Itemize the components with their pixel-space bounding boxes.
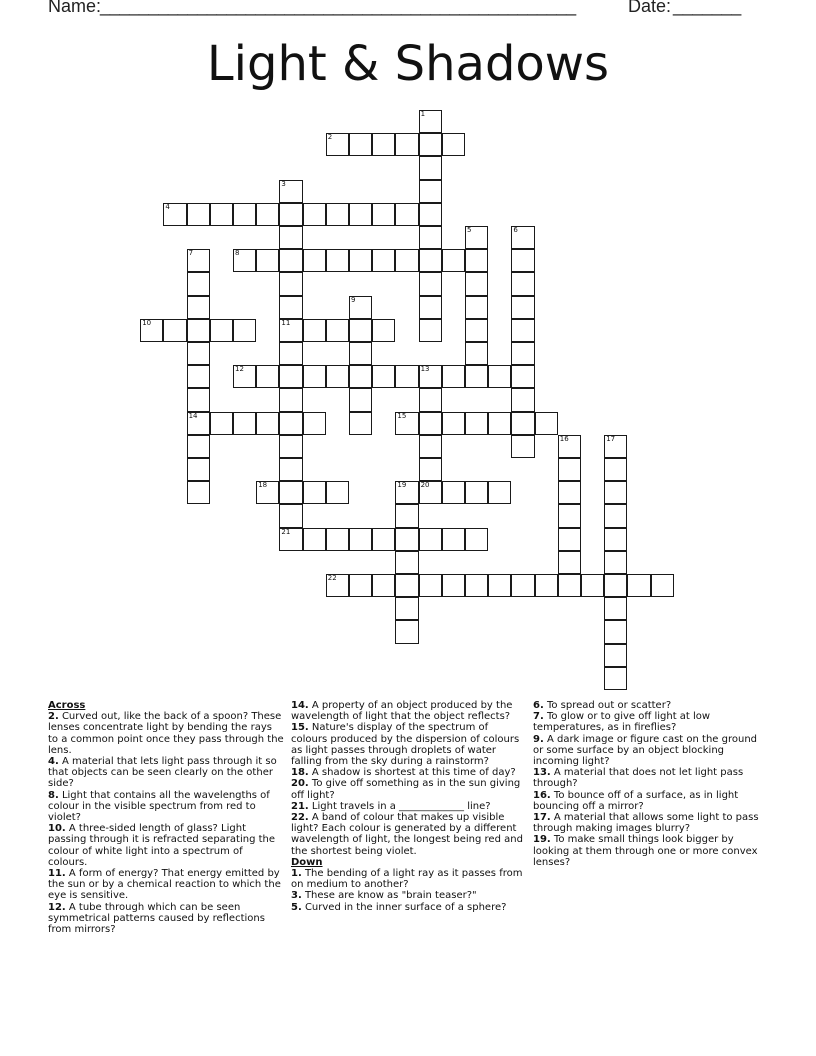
crossword-cell[interactable]: [233, 319, 256, 342]
crossword-cell[interactable]: [303, 412, 326, 435]
crossword-cell[interactable]: [395, 133, 418, 156]
down-clue: [533, 734, 769, 768]
clue-number: 11.: [48, 868, 66, 880]
crossword-cell[interactable]: [233, 365, 256, 388]
crossword-cell[interactable]: [233, 412, 256, 435]
down-clue: [533, 711, 769, 733]
across-clue: [291, 700, 527, 722]
crossword-cell[interactable]: [187, 365, 210, 388]
clue-text: A shadow is shortest at this time of day?: [311, 767, 516, 779]
crossword-cell[interactable]: [535, 574, 558, 597]
clue-number: 17.: [533, 812, 551, 824]
crossword-cell[interactable]: [419, 458, 442, 481]
crossword-cell[interactable]: [210, 319, 233, 342]
crossword-cell[interactable]: [187, 272, 210, 295]
crossword-cell[interactable]: [419, 226, 442, 249]
crossword-cell[interactable]: [349, 412, 372, 435]
clue-number: 1.: [291, 868, 302, 880]
clue-column-3: [533, 700, 769, 868]
crossword-cell[interactable]: [558, 458, 581, 481]
crossword-cell[interactable]: [558, 435, 581, 458]
crossword-cell[interactable]: [279, 458, 302, 481]
crossword-cell[interactable]: [279, 388, 302, 411]
crossword-cell[interactable]: [349, 296, 372, 319]
across-clue: [291, 778, 527, 800]
clue-text: A property of an object produced by the wavelength of light that the object reflects?: [291, 700, 513, 723]
crossword-cell[interactable]: [187, 319, 210, 342]
clue-number: 13.: [533, 767, 551, 779]
clue-number: 12.: [48, 901, 66, 913]
crossword-cell[interactable]: [465, 342, 488, 365]
down-clue: [291, 902, 527, 913]
crossword-cell[interactable]: [419, 481, 442, 504]
crossword-cell[interactable]: [419, 319, 442, 342]
crossword-cell[interactable]: [511, 388, 534, 411]
crossword-cell[interactable]: [465, 226, 488, 249]
crossword-cell[interactable]: [349, 528, 372, 551]
crossword-cell[interactable]: [303, 365, 326, 388]
clue-text: To bounce off of a surface, as in light bouncing off a mirror?: [533, 789, 739, 812]
crossword-cell[interactable]: [326, 319, 349, 342]
crossword-cell[interactable]: [511, 272, 534, 295]
crossword-cell[interactable]: [256, 365, 279, 388]
crossword-cell[interactable]: [326, 365, 349, 388]
crossword-cell[interactable]: [442, 412, 465, 435]
clue-number-label: 3: [281, 179, 286, 188]
crossword-cell[interactable]: [187, 296, 210, 319]
clue-number: 15.: [291, 722, 309, 734]
clue-text: The bending of a light ray as it passes from on medium to another?: [291, 868, 523, 891]
clue-number-label: 11: [281, 318, 291, 327]
crossword-cell[interactable]: [627, 574, 650, 597]
crossword-cell[interactable]: [279, 504, 302, 527]
crossword-cell[interactable]: [395, 481, 418, 504]
clue-number-label: 17: [606, 434, 616, 443]
across-clue: [48, 868, 284, 902]
clue-number-label: 7: [188, 249, 194, 258]
crossword-cell[interactable]: [465, 412, 488, 435]
crossword-cell[interactable]: [395, 504, 418, 527]
date-label: Date:: [628, 0, 672, 16]
crossword-cell[interactable]: [349, 249, 372, 272]
crossword-cell[interactable]: [419, 528, 442, 551]
clue-text: Nature's display of the spectrum of colours produced by the dispersion of colours as light passes through droplets of water falling from the sky during a rainstorm?: [291, 722, 520, 768]
crossword-cell[interactable]: [303, 249, 326, 272]
crossword-cell[interactable]: [488, 481, 511, 504]
clue-number: 5.: [291, 901, 302, 913]
clue-number: 16.: [533, 789, 551, 801]
crossword-cell[interactable]: [140, 319, 163, 342]
crossword-cell[interactable]: [511, 342, 534, 365]
crossword-cell[interactable]: [163, 203, 186, 226]
clue-number: 20.: [291, 778, 309, 790]
crossword-cell[interactable]: [349, 388, 372, 411]
clue-text: A material that allows some light to pass through making images blurry?: [533, 812, 759, 835]
crossword-cell[interactable]: [604, 528, 627, 551]
clue-number-label: 8: [235, 249, 240, 258]
crossword-cell[interactable]: [604, 574, 627, 597]
clue-number-label: 13: [420, 365, 430, 374]
crossword-cell[interactable]: [326, 249, 349, 272]
clue-number-label: 18: [258, 481, 268, 490]
name-field-line[interactable]: _________________________________________________: [100, 0, 576, 16]
crossword-cell[interactable]: [488, 365, 511, 388]
crossword-cell[interactable]: [326, 528, 349, 551]
crossword-cell[interactable]: [419, 412, 442, 435]
crossword-cell[interactable]: [419, 249, 442, 272]
clue-text: A tube through which can be seen symmetrical patterns caused by reflections from mirrors?: [48, 901, 265, 936]
clue-number: 18.: [291, 767, 309, 779]
clue-number-label: 14: [188, 411, 198, 420]
crossword-cell[interactable]: [279, 528, 302, 551]
crossword-cell[interactable]: [442, 528, 465, 551]
crossword-cell[interactable]: [465, 574, 488, 597]
clue-text: To make small things look bigger by looking at them through one or more convex lenses?: [533, 834, 758, 868]
clue-number-label: 21: [281, 527, 291, 536]
clue-number: 21.: [291, 800, 309, 812]
crossword-cell[interactable]: [326, 133, 349, 156]
crossword-cell[interactable]: [372, 319, 395, 342]
clue-number-label: 22: [327, 574, 337, 582]
crossword-cell[interactable]: [256, 481, 279, 504]
clue-number: 10.: [48, 823, 66, 835]
crossword-cell[interactable]: [419, 296, 442, 319]
crossword-cell[interactable]: [604, 644, 627, 667]
crossword-cell[interactable]: [279, 435, 302, 458]
crossword-cell[interactable]: [419, 110, 442, 133]
crossword-cell[interactable]: [372, 203, 395, 226]
crossword-cell[interactable]: [326, 574, 349, 597]
crossword-cell[interactable]: [303, 319, 326, 342]
clue-number-label: 5: [467, 226, 472, 234]
down-clue: [533, 790, 769, 812]
across-clue: [48, 711, 284, 756]
crossword-cell[interactable]: [279, 481, 302, 504]
crossword-cell[interactable]: [511, 249, 534, 272]
crossword-cell[interactable]: [604, 667, 627, 690]
across-clue: [291, 767, 527, 778]
clue-text: A material that lets light pass through it so that objects can be seen clearly on the other side?: [48, 756, 277, 790]
crossword-cell[interactable]: [349, 203, 372, 226]
down-clue: [291, 890, 527, 901]
crossword-cell[interactable]: [279, 365, 302, 388]
crossword-cell[interactable]: [349, 342, 372, 365]
clue-number: 14.: [291, 700, 309, 711]
crossword-cell[interactable]: [465, 481, 488, 504]
crossword-cell[interactable]: [465, 319, 488, 342]
crossword-cell[interactable]: [442, 365, 465, 388]
crossword-cell[interactable]: [442, 574, 465, 597]
crossword-cell[interactable]: [581, 574, 604, 597]
crossword-cell[interactable]: [326, 481, 349, 504]
clue-number-label: 9: [351, 295, 356, 304]
crossword-cell[interactable]: [419, 388, 442, 411]
crossword-cell[interactable]: [395, 574, 418, 597]
crossword-cell[interactable]: [187, 249, 210, 272]
across-clue: [48, 790, 284, 824]
crossword-cell[interactable]: [604, 504, 627, 527]
crossword-cell[interactable]: [187, 481, 210, 504]
clue-number-label: 1: [420, 110, 426, 118]
crossword-cell[interactable]: [558, 528, 581, 551]
crossword-cell[interactable]: [349, 365, 372, 388]
clue-number-label: 6: [513, 226, 518, 234]
crossword-cell[interactable]: [488, 412, 511, 435]
crossword-cell[interactable]: [511, 435, 534, 458]
down-heading: Down: [291, 856, 323, 868]
across-clue: [48, 823, 284, 868]
clue-number: 3.: [291, 890, 302, 902]
crossword-cell[interactable]: [604, 458, 627, 481]
clue-text: A form of energy? That energy emitted by the sun or by a chemical reaction to which the eye is sensitive.: [48, 868, 281, 902]
clue-number-label: 19: [397, 481, 407, 490]
crossword-cell[interactable]: [233, 203, 256, 226]
across-clue: [48, 902, 284, 936]
crossword-cell[interactable]: [419, 365, 442, 388]
crossword-cell[interactable]: [303, 528, 326, 551]
clue-text: Light travels in a _____________ line?: [311, 800, 491, 812]
crossword-cell[interactable]: [233, 249, 256, 272]
clue-number-label: 16: [559, 434, 569, 443]
crossword-cell[interactable]: [442, 133, 465, 156]
crossword-cell[interactable]: [651, 574, 674, 597]
crossword-cell[interactable]: [256, 412, 279, 435]
crossword-cell[interactable]: [279, 412, 302, 435]
crossword-cell[interactable]: [604, 435, 627, 458]
crossword-cell[interactable]: [442, 249, 465, 272]
clue-text: To glow or to give off light at low temperatures, as in fireflies?: [533, 711, 711, 734]
clue-number: 6.: [533, 700, 544, 711]
clue-number-label: 10: [142, 318, 152, 327]
puzzle-title: Light & Shadows: [206, 36, 610, 92]
clue-text: A three-sided length of glass? Light passing through it is refracted separating the colour of white light into a spectrum of colours.: [48, 823, 276, 868]
clue-number: 9.: [533, 733, 544, 745]
crossword-cell[interactable]: [187, 203, 210, 226]
crossword-cell[interactable]: [511, 365, 534, 388]
clue-number-label: 4: [165, 202, 170, 211]
clue-text: These are know as "brain teaser?": [304, 890, 477, 902]
crossword-cell[interactable]: [372, 574, 395, 597]
clue-text: Light that contains all the wavelengths of colour in the visible spectrum from red to violet?: [48, 789, 270, 824]
down-clue: [533, 834, 769, 868]
crossword-cell[interactable]: [511, 412, 534, 435]
crossword-cell[interactable]: [256, 249, 279, 272]
crossword-cell[interactable]: [187, 342, 210, 365]
clue-number: 8.: [48, 789, 59, 801]
clue-text: A band of colour that makes up visible light? Each colour is generated by a different wavelength of light, the longest being red and the shortest being violet.: [291, 812, 523, 857]
crossword-cell[interactable]: [187, 435, 210, 458]
clue-text: A dark image or figure cast on the ground or some surface by an object blocking incoming light?: [533, 733, 758, 768]
clue-number-label: 15: [397, 411, 407, 420]
crossword-cell[interactable]: [419, 574, 442, 597]
crossword-cell[interactable]: [372, 133, 395, 156]
clue-column-1: [48, 700, 284, 935]
crossword-cell[interactable]: [187, 388, 210, 411]
down-clue: [533, 812, 769, 834]
crossword-cell[interactable]: [372, 365, 395, 388]
down-clue: [533, 767, 769, 789]
clue-number-label: 2: [327, 133, 333, 142]
across-heading: Across: [48, 700, 86, 711]
crossword-cell[interactable]: [511, 319, 534, 342]
clue-number: 4.: [48, 756, 59, 768]
name-label: Name:: [48, 0, 102, 16]
crossword-cell[interactable]: [558, 481, 581, 504]
crossword-cell[interactable]: [419, 180, 442, 203]
clue-number: 7.: [533, 711, 544, 723]
crossword-cell[interactable]: [395, 551, 418, 574]
crossword-cell[interactable]: [395, 528, 418, 551]
crossword-cell[interactable]: [442, 481, 465, 504]
clue-number-label: 12: [235, 365, 244, 374]
clue-number-label: 20: [420, 481, 430, 490]
crossword-cell[interactable]: [279, 203, 302, 226]
crossword-cell[interactable]: [465, 365, 488, 388]
crossword-cell[interactable]: [419, 272, 442, 295]
crossword-cell[interactable]: [372, 249, 395, 272]
across-clue: [291, 812, 527, 857]
crossword-cell[interactable]: [395, 203, 418, 226]
crossword-cell[interactable]: [604, 551, 627, 574]
crossword-cell[interactable]: [419, 156, 442, 179]
across-clue: [291, 801, 527, 812]
crossword-cell[interactable]: [279, 319, 302, 342]
crossword-cell[interactable]: [279, 296, 302, 319]
clue-text: To spread out or scatter?: [546, 700, 672, 711]
crossword-cell[interactable]: [256, 203, 279, 226]
crossword-cell[interactable]: [535, 412, 558, 435]
crossword-cell[interactable]: [511, 296, 534, 319]
across-clue: [291, 722, 527, 767]
crossword-cell[interactable]: [349, 319, 372, 342]
crossword-cell[interactable]: [187, 412, 210, 435]
clue-number: 19.: [533, 834, 551, 846]
crossword-cell[interactable]: [279, 249, 302, 272]
down-clue: [291, 868, 527, 890]
crossword-cell[interactable]: [465, 249, 488, 272]
crossword-cell[interactable]: [395, 365, 418, 388]
crossword-cell[interactable]: [604, 481, 627, 504]
across-clue: [48, 756, 284, 790]
crossword-cell[interactable]: [558, 504, 581, 527]
crossword-cell[interactable]: [303, 481, 326, 504]
crossword-cell[interactable]: [163, 319, 186, 342]
clue-number: 22.: [291, 812, 309, 824]
crossword-cell[interactable]: [511, 574, 534, 597]
crossword-cell[interactable]: [326, 203, 349, 226]
crossword-cell[interactable]: [395, 412, 418, 435]
clue-number: 2.: [48, 711, 59, 723]
crossword-cell[interactable]: [604, 620, 627, 643]
crossword-cell[interactable]: [558, 551, 581, 574]
crossword-cell[interactable]: [279, 226, 302, 249]
clue-text: A material that does not let light pass through?: [533, 767, 744, 790]
crossword-cell[interactable]: [303, 203, 326, 226]
clue-text: Curved in the inner surface of a sphere?: [304, 901, 507, 913]
clue-column-2: [291, 700, 527, 913]
crossword-cell[interactable]: [419, 133, 442, 156]
crossword-cell[interactable]: [465, 272, 488, 295]
crossword-cell[interactable]: [558, 574, 581, 597]
crossword-cell[interactable]: [279, 342, 302, 365]
down-clue: [533, 700, 769, 711]
clue-text: To give off something as in the sun giving off light?: [291, 778, 521, 801]
crossword-cell[interactable]: [372, 528, 395, 551]
crossword-cell[interactable]: [210, 203, 233, 226]
crossword-cell[interactable]: [395, 620, 418, 643]
crossword-cell[interactable]: [419, 435, 442, 458]
crossword-cell[interactable]: [349, 574, 372, 597]
crossword-cell[interactable]: [604, 597, 627, 620]
crossword-cell[interactable]: [187, 458, 210, 481]
crossword-cell[interactable]: [419, 203, 442, 226]
crossword-cell[interactable]: [279, 180, 302, 203]
crossword-cell[interactable]: [395, 597, 418, 620]
crossword-cell[interactable]: [465, 296, 488, 319]
crossword-cell[interactable]: [349, 133, 372, 156]
crossword-cell[interactable]: [511, 226, 534, 249]
crossword-cell[interactable]: [488, 574, 511, 597]
crossword-cell[interactable]: [465, 528, 488, 551]
crossword-cell[interactable]: [395, 249, 418, 272]
date-field-line[interactable]: _______: [673, 0, 741, 16]
crossword-cell[interactable]: [279, 272, 302, 295]
clue-text: Curved out, like the back of a spoon? These lenses concentrate light by bending the rays to a common point once they pass through the lens.: [48, 711, 284, 756]
crossword-cell[interactable]: [210, 412, 233, 435]
